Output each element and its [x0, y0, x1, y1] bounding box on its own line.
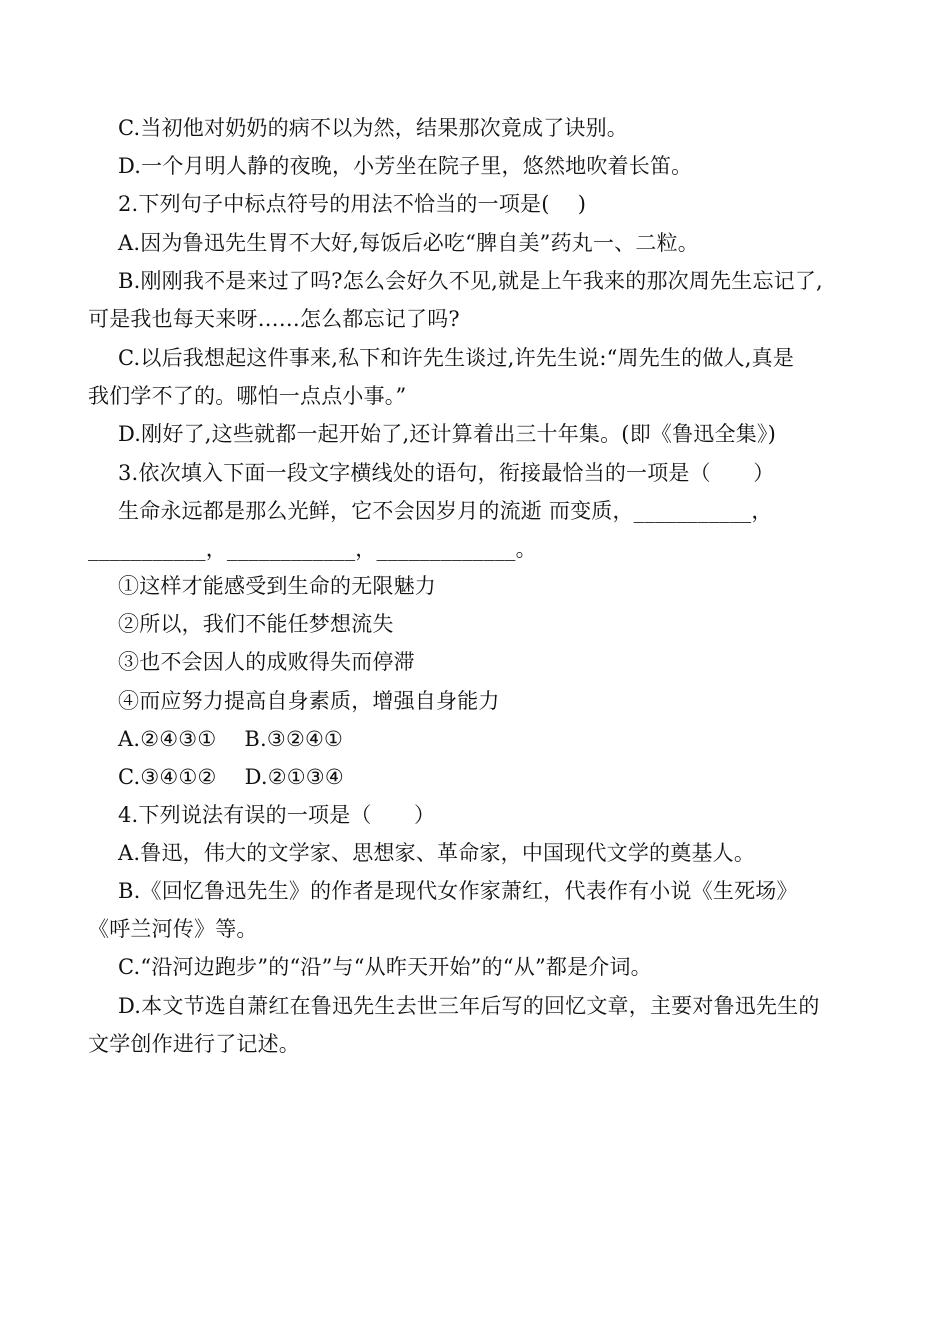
passage-blanks: ___________，____________，_____________。: [88, 537, 537, 561]
option-text: B.《回忆鲁迅先生》的作者是现代女作家萧红，代表作有小说《生死场》: [118, 879, 798, 903]
sentence-item: ③也不会因人的成败得失而停滞: [118, 650, 415, 674]
question-stem: 4.下列说法有误的一项是（ ）: [118, 803, 436, 827]
question-stem: 3.依次填入下面一段文字横线处的语句，衔接最恰当的一项是（ ）: [118, 461, 775, 485]
option-text: D.刚好了,这些就都一起开始了,还计算着出三十年集。(即《鲁迅全集》): [118, 422, 776, 446]
option-text-continued: 《呼兰河传》等。: [88, 917, 258, 941]
option-text: C.“沿河边跑步”的“沿”与“从昨天开始”的“从”都是介词。: [118, 955, 652, 979]
option-text: A.因为鲁迅先生胃不大好,每饭后必吃“脾自美”药丸一、二粒。: [118, 231, 699, 255]
answer-options: A.②④③① B.③②④①: [118, 727, 344, 751]
sentence-item: ②所以，我们不能任梦想流失: [118, 612, 394, 636]
option-text: C.以后我想起这件事来,私下和许先生谈过,许先生说:“周先生的做人,真是: [118, 346, 795, 370]
option-text: C.当初他对奶奶的病不以为然，结果那次竟成了诀别。: [118, 116, 628, 140]
sentence-item: ④而应努力提高自身素质，增强自身能力: [118, 689, 500, 713]
option-text: A.鲁迅，伟大的文学家、思想家、革命家，中国现代文学的奠基人。: [118, 841, 756, 865]
question-stem: 2.下列句子中标点符号的用法不恰当的一项是( ): [118, 192, 587, 216]
option-text-continued: 文学创作进行了记述。: [88, 1032, 300, 1056]
option-text: B.刚刚我不是来过了吗?怎么会好久不见,就是上午我来的那次周先生忘记了,: [118, 269, 823, 293]
answer-options: C.③④①② D.②①③④: [118, 765, 344, 789]
option-text-continued: 可是我也每天来呀……怎么都忘记了吗?: [88, 307, 460, 331]
option-text-continued: 我们学不了的。哪怕一点点小事。”: [88, 384, 407, 408]
passage-text: 生命永远都是那么光鲜，它不会因岁月的流逝 而变质，___________，: [118, 499, 773, 523]
option-text: D.一个月明人静的夜晚，小芳坐在院子里，悠然地吹着长笛。: [118, 154, 693, 178]
sentence-item: ①这样才能感受到生命的无限魅力: [118, 574, 436, 598]
option-text: D.本文节选自萧红在鲁迅先生去世三年后写的回忆文章，主要对鲁迅先生的: [118, 994, 820, 1018]
